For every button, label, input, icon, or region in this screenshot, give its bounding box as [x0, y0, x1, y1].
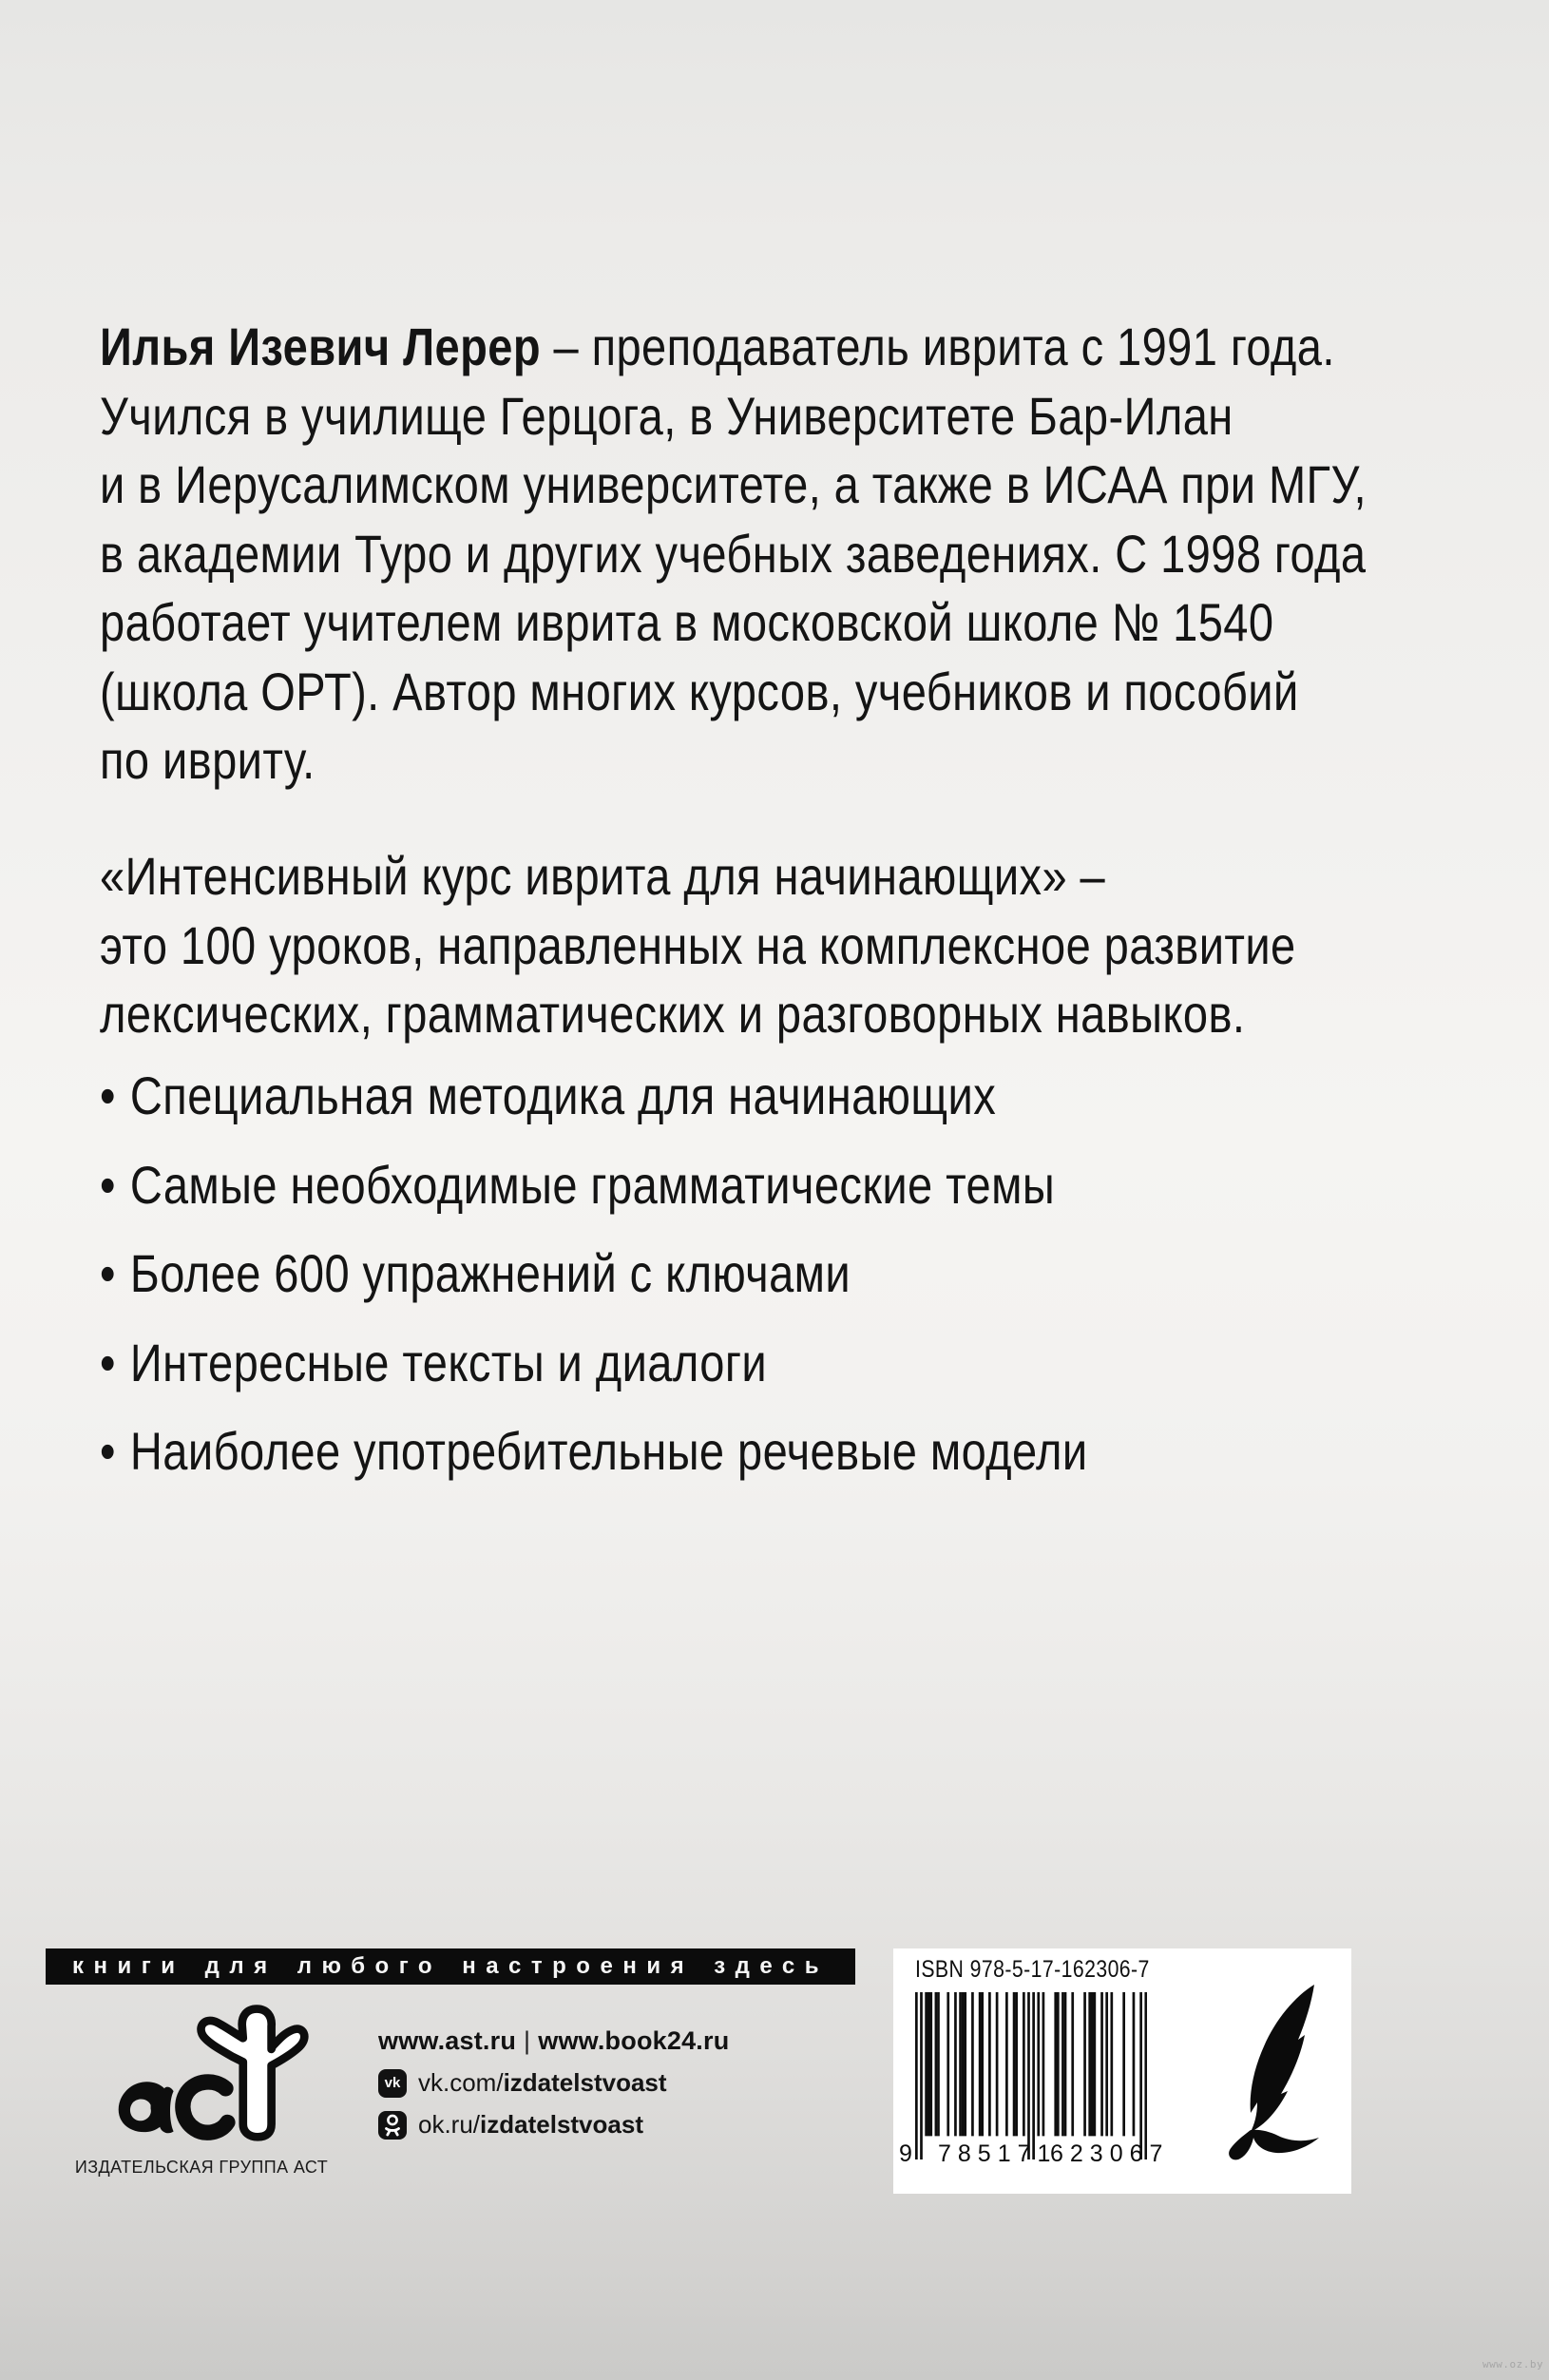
isbn-label: ISBN 978-5-17-162306-7 — [915, 1956, 1150, 1983]
quill-logo-icon — [1207, 1981, 1329, 2161]
list-item — [100, 1239, 1537, 1309]
course-description-paragraph — [100, 842, 1549, 1049]
list-item — [100, 1329, 1537, 1398]
list-item-text: Более 600 упражнений с ключами — [129, 1243, 851, 1303]
barcode-digit-lead: 9 — [899, 2140, 912, 2167]
book24-site-link: www.book24.ru — [538, 2026, 730, 2055]
bullet-icon: • — [100, 1421, 116, 1481]
author-bio-line1-rest: – преподаватель иврита с 1991 года. — [541, 317, 1335, 376]
list-item — [100, 1151, 1537, 1220]
publisher-caption: ИЗДАТЕЛЬСКАЯ ГРУППА АСТ — [74, 2158, 329, 2177]
isbn-box — [893, 1948, 1351, 2194]
ean13-barcode — [915, 1992, 1147, 2159]
course-description-lines: «Интенсивный курс иврита для начинающих» – это 100 уроков, направленных на комплексное развитие лексических, грамматических и разговорных навыков. — [100, 846, 1296, 1044]
barcode-digits-left: 785171 — [938, 2140, 1058, 2167]
promo-strip-text: книги для любого настроения здесь — [71, 1953, 830, 1979]
list-item-text: Специальная методика для начинающих — [129, 1065, 997, 1125]
ok-row — [378, 2110, 729, 2140]
barcode-digits-right: 623067 — [1050, 2140, 1170, 2167]
list-item-text: Самые необходимые грамматические темы — [129, 1154, 1056, 1215]
author-bio-lines: Учился в училище Герцога, в Университете Бар-Илан и в Иерусалимском университете, а также в ИСАА при МГУ, в академии Туро и других учебных заведениях. С 1998 года работает учителем иврита в московской школе № 1540 (школа ОРТ). Автор многих курсов, учебников и пособий по ивриту. — [100, 385, 1367, 790]
ast-site-link: www.ast.ru — [378, 2026, 517, 2055]
publisher-links — [378, 2026, 729, 2140]
site-separator: | — [524, 2026, 531, 2055]
list-item — [100, 1062, 1537, 1131]
features-list — [100, 1062, 1549, 1507]
author-bio-line1 — [100, 313, 1537, 382]
bullet-icon: • — [100, 1243, 116, 1303]
author-bio-paragraph — [100, 313, 1549, 796]
author-name: Илья Изевич Лерер — [100, 317, 542, 376]
bullet-icon: • — [100, 1154, 116, 1215]
list-item-text: Наиболее употребительные речевые модели — [129, 1421, 1088, 1481]
promo-strip — [46, 1948, 855, 1985]
vk-row — [378, 2068, 729, 2098]
bullet-icon: • — [100, 1065, 116, 1125]
vk-icon: vk — [378, 2069, 407, 2098]
watermark: www.oz.by — [1482, 2358, 1544, 2370]
websites-line — [378, 2026, 729, 2056]
ok-icon — [378, 2111, 407, 2140]
vk-link: vk.com/izdatelstvoast — [418, 2068, 667, 2097]
ok-link: ok.ru/izdatelstvoast — [418, 2110, 643, 2139]
list-item — [100, 1417, 1537, 1487]
ast-publisher-logo-icon — [106, 1998, 319, 2144]
list-item-text: Интересные тексты и диалоги — [129, 1332, 768, 1392]
bullet-icon: • — [100, 1332, 116, 1392]
